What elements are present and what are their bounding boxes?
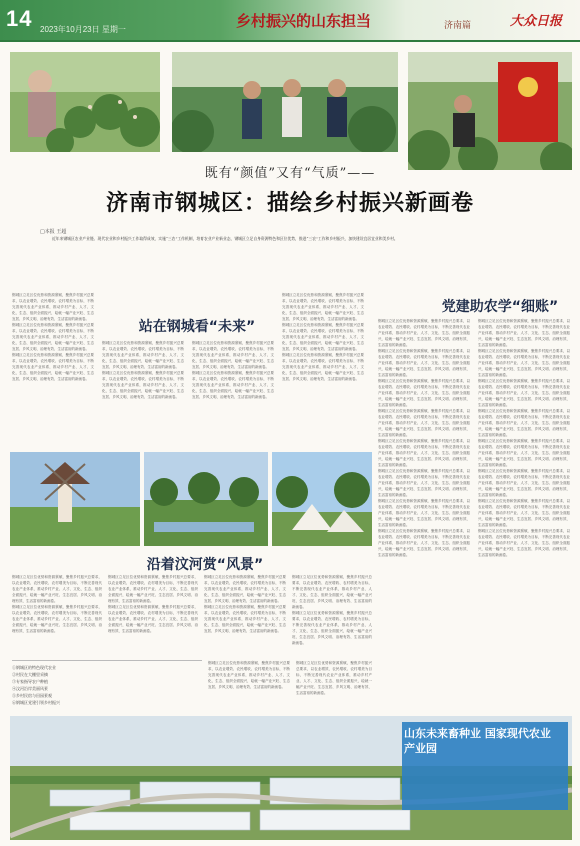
section-heading-scenery: 沿着汶河赏“风景”	[146, 557, 264, 573]
article-kicker: 既有“颜值”又有“气质”——	[204, 166, 376, 181]
body-paragraph: 钢城区立足区位优势和资源禀赋，聚焦乡村振兴总要求，以农业增效、农民增收、农村增美为目标，不断完善现代农业产业体系，推动乡村产业、人才、文化、生态、组织全面振兴，绘就一幅产业兴旺、生态宜居、乡风文明、治理有效、生活富裕的新画卷。	[292, 611, 372, 645]
body-paragraph: 钢城区立足区位优势和资源禀赋，聚焦乡村振兴总要求，以农业增效、农民增收、农村增美为目标，不断完善现代农业产业体系，推动乡村产业、人才、文化、生态、组织全面振兴，绘就一幅产业兴旺、生态宜居、乡风文明、治理有效、生活富裕的新画卷。	[296, 661, 372, 695]
body-paragraph: 钢城区立足区位优势和资源禀赋，聚焦乡村振兴总要求，以农业增效、农民增收、农村增美为目标，不断完善现代农业产业体系，推动乡村产业、人才、文化、生态、组织全面振兴，绘就一幅产业兴旺、生态宜居、乡风文明、治理有效、生活富裕的新画卷。	[378, 499, 470, 527]
body-column-11	[208, 660, 290, 712]
edition-label: 济南篇	[444, 21, 472, 31]
body-paragraph: 钢城区立足区位优势和资源禀赋，聚焦乡村振兴总要求，以农业增效、农民增收、农村增美为目标，不断完善现代农业产业体系，推动乡村产业、人才、文化、生态、组织全面振兴，绘就一幅产业兴旺、生态宜居、乡风文明、治理有效、生活富裕的新画卷。	[12, 605, 102, 633]
caption-6: ⑥钢城区党建引领乡村振兴	[12, 700, 60, 705]
body-paragraph: 钢城区立足区位优势和资源禀赋，聚焦乡村振兴总要求，以农业增效、农民增收、农村增美为目标，不断完善现代农业产业体系，推动乡村产业、人才、文化、生态、组织全面振兴，绘就一幅产业兴旺、生态宜居、乡风文明、治理有效、生活富裕的新画卷。	[378, 349, 470, 377]
body-paragraph: 钢城区立足区位优势和资源禀赋，聚焦乡村振兴总要求，以农业增效、农民增收、农村增美为目标，不断完善现代农业产业体系，推动乡村产业、人才、文化、生态、组织全面振兴，绘就一幅产业兴旺、生态宜居、乡风文明、治理有效、生活富裕的新画卷。	[478, 469, 570, 497]
section-heading-party: 党建助农学“细账”	[441, 299, 559, 315]
body-column-6	[478, 318, 570, 632]
column-name: 乡村振兴的山东担当	[236, 12, 372, 30]
body-column-7	[12, 574, 102, 656]
body-paragraph: 钢城区立足区位优势和资源禀赋，聚焦乡村振兴总要求，以农业增效、农民增收、农村增美为目标，不断完善现代农业产业体系，推动乡村产业、人才、文化、生态、组织全面振兴，绘就一幅产业兴旺、生态宜居、乡风文明、治理有效、生活富裕的新画卷。	[282, 323, 364, 351]
newspaper-logo: 大众日报	[510, 14, 563, 29]
photo-captions	[12, 660, 202, 716]
body-paragraph: 钢城区立足区位优势和资源禀赋，聚焦乡村振兴总要求，以农业增效、农民增收、农村增美为目标，不断完善现代农业产业体系，推动乡村产业、人才、文化、生态、组织全面振兴，绘就一幅产业兴旺、生态宜居、乡风文明、治理有效、生活富裕的新画卷。	[108, 575, 198, 603]
body-paragraph: 钢城区立足区位优势和资源禀赋，聚焦乡村振兴总要求，以农业增效、农民增收、农村增美为目标，不断完善现代农业产业体系，推动乡村产业、人才、文化、生态、组织全面振兴，绘就一幅产业兴旺、生态宜居、乡风文明、治理有效、生活富裕的新画卷。	[12, 575, 102, 603]
body-paragraph: 钢城区立足区位优势和资源禀赋，聚焦乡村振兴总要求，以农业增效、农民增收、农村增美为目标，不断完善现代农业产业体系，推动乡村产业、人才、文化、生态、组织全面振兴，绘就一幅产业兴旺、生态宜居、乡风文明、治理有效、生活富裕的新画卷。	[478, 499, 570, 527]
photo-tents	[272, 452, 372, 546]
body-paragraph: 钢城区立足区位优势和资源禀赋，聚焦乡村振兴总要求，以农业增效、农民增收、农村增美为目标，不断完善现代农业产业体系，推动乡村产业、人才、文化、生态、组织全面振兴，绘就一幅产业兴旺、生态宜居、乡风文明、治理有效、生活富裕的新画卷。	[208, 661, 290, 689]
body-paragraph: 钢城区立足区位优势和资源禀赋，聚焦乡村振兴总要求，以农业增效、农民增收、农村增美为目标，不断完善现代农业产业体系，推动乡村产业、人才、文化、生态、组织全面振兴，绘就一幅产业兴旺、生态宜居、乡风文明、治理有效、生活富裕的新画卷。	[204, 575, 286, 603]
body-column-4	[282, 292, 364, 442]
caption-1: ①钢城区的特色现代农业	[12, 665, 56, 670]
body-paragraph: 钢城区立足区位优势和资源禀赋，聚焦乡村振兴总要求，以农业增效、农民增收、农村增美为目标，不断完善现代农业产业体系，推动乡村产业、人才、文化、生态、组织全面振兴，绘就一幅产业兴旺、生态宜居、乡风文明、治理有效、生活富裕的新画卷。	[12, 293, 94, 321]
body-paragraph: 钢城区立足区位优势和资源禀赋，聚焦乡村振兴总要求，以农业增效、农民增收、农村增美为目标，不断完善现代农业产业体系，推动乡村产业、人才、文化、生态、组织全面振兴，绘就一幅产业兴旺、生态宜居、乡风文明、治理有效、生活富裕的新画卷。	[282, 353, 364, 381]
body-paragraph: 钢城区立足区位优势和资源禀赋，聚焦乡村振兴总要求，以农业增效、农民增收、农村增美为目标，不断完善现代农业产业体系，推动乡村产业、人才、文化、生态、组织全面振兴，绘就一幅产业兴旺、生态宜居、乡风文明、治理有效、生活富裕的新画卷。	[478, 409, 570, 437]
caption-2: ②村民在大棚里采摘	[12, 672, 48, 677]
photo-field-worker	[10, 52, 160, 152]
body-paragraph: 钢城区立足区位优势和资源禀赋，聚焦乡村振兴总要求，以农业增效、农民增收、农村增美为目标，不断完善现代农业产业体系，推动乡村产业、人才、文化、生态、组织全面振兴，绘就一幅产业兴旺、生态宜居、乡风文明、治理有效、生活富裕的新画卷。	[192, 371, 274, 399]
body-column-8	[108, 574, 198, 656]
body-paragraph: 钢城区立足区位优势和资源禀赋，聚焦乡村振兴总要求，以农业增效、农民增收、农村增美为目标，不断完善现代农业产业体系，推动乡村产业、人才、文化、生态、组织全面振兴，绘就一幅产业兴旺、生态宜居、乡风文明、治理有效、生活富裕的新画卷。	[102, 371, 184, 399]
body-column-3	[192, 340, 274, 442]
body-paragraph: 钢城区立足区位优势和资源禀赋，聚焦乡村振兴总要求，以农业增效、农民增收、农村增美为目标，不断完善现代农业产业体系，推动乡村产业、人才、文化、生态、组织全面振兴，绘就一幅产业兴旺、生态宜居、乡风文明、治理有效、生活富裕的新画卷。	[12, 353, 94, 381]
photo-wetland	[144, 452, 268, 546]
page-meta: 2023年10月23日 星期一	[40, 25, 126, 34]
body-paragraph: 钢城区立足区位优势和资源禀赋，聚焦乡村振兴总要求，以农业增效、农民增收、农村增美为目标，不断完善现代农业产业体系，推动乡村产业、人才、文化、生态、组织全面振兴，绘就一幅产业兴旺、生态宜居、乡风文明、治理有效、生活富裕的新画卷。	[378, 379, 470, 407]
photo-party-sign	[408, 52, 572, 170]
body-column-12	[296, 660, 372, 712]
body-paragraph: 钢城区立足区位优势和资源禀赋，聚焦乡村振兴总要求，以农业增效、农民增收、农村增美为目标，不断完善现代农业产业体系，推动乡村产业、人才、文化、生态、组织全面振兴，绘就一幅产业兴旺、生态宜居、乡风文明、治理有效、生活富裕的新画卷。	[282, 293, 364, 321]
body-paragraph: 钢城区立足区位优势和资源禀赋，聚焦乡村振兴总要求，以农业增效、农民增收、农村增美为目标，不断完善现代农业产业体系，推动乡村产业、人才、文化、生态、组织全面振兴，绘就一幅产业兴旺、生态宜居、乡风文明、治理有效、生活富裕的新画卷。	[204, 605, 286, 633]
caption-4: ④汶河沿岸美丽风景	[12, 686, 48, 691]
body-column-9	[204, 574, 286, 656]
body-column-10	[292, 574, 372, 656]
body-paragraph: 钢城区立足区位优势和资源禀赋，聚焦乡村振兴总要求，以农业增效、农民增收、农村增美为目标，不断完善现代农业产业体系，推动乡村产业、人才、文化、生态、组织全面振兴，绘就一幅产业兴旺、生态宜居、乡风文明、治理有效、生活富裕的新画卷。	[378, 439, 470, 467]
body-column-5	[378, 318, 470, 632]
body-paragraph: 钢城区立足区位优势和资源禀赋，聚焦乡村振兴总要求，以农业增效、农民增收、农村增美为目标，不断完善现代农业产业体系，推动乡村产业、人才、文化、生态、组织全面振兴，绘就一幅产业兴旺、生态宜居、乡风文明、治理有效、生活富裕的新画卷。	[102, 341, 184, 369]
caption-5: ⑤乡村民宿与田园景观	[12, 693, 52, 698]
body-column-2	[102, 340, 184, 442]
body-paragraph: 钢城区立足区位优势和资源禀赋，聚焦乡村振兴总要求，以农业增效、农民增收、农村增美为目标，不断完善现代农业产业体系，推动乡村产业、人才、文化、生态、组织全面振兴，绘就一幅产业兴旺、生态宜居、乡风文明、治理有效、生活富裕的新画卷。	[378, 469, 470, 497]
article-authors: □本报 王超	[40, 229, 67, 235]
page-number: 14	[6, 6, 33, 31]
body-paragraph: 钢城区立足区位优势和资源禀赋，聚焦乡村振兴总要求，以农业增效、农民增收、农村增美为目标，不断完善现代农业产业体系，推动乡村产业、人才、文化、生态、组织全面振兴，绘就一幅产业兴旺、生态宜居、乡风文明、治理有效、生活富裕的新画卷。	[478, 379, 570, 407]
photo-greenhouse-visit	[172, 52, 398, 152]
article-lead: 近年来钢城区农业产业链、现代农业和乡村振兴工作取得成效，实施“三农”工作机制，培育农业产业新业态，钢城区立足自身资源特色和区位优势，推进“三农”工作和乡村振兴，加快建设宜居宜业和美乡村。	[52, 236, 398, 241]
body-paragraph: 钢城区立足区位优势和资源禀赋，聚焦乡村振兴总要求，以农业增效、农民增收、农村增美为目标，不断完善现代农业产业体系，推动乡村产业、人才、文化、生态、组织全面振兴，绘就一幅产业兴旺、生态宜居、乡风文明、治理有效、生活富裕的新画卷。	[192, 341, 274, 369]
caption-3: ③专家指导农户种植	[12, 679, 48, 684]
body-column-1	[12, 292, 94, 440]
section-heading-future: 站在钢城看“未来”	[138, 319, 256, 335]
body-paragraph: 钢城区立足区位优势和资源禀赋，聚焦乡村振兴总要求，以农业增效、农民增收、农村增美为目标，不断完善现代农业产业体系，推动乡村产业、人才、文化、生态、组织全面振兴，绘就一幅产业兴旺、生态宜居、乡风文明、治理有效、生活富裕的新画卷。	[378, 409, 470, 437]
body-paragraph: 钢城区立足区位优势和资源禀赋，聚焦乡村振兴总要求，以农业增效、农民增收、农村增美为目标，不断完善现代农业产业体系，推动乡村产业、人才、文化、生态、组织全面振兴，绘就一幅产业兴旺、生态宜居、乡风文明、治理有效、生活富裕的新画卷。	[478, 349, 570, 377]
body-paragraph: 钢城区立足区位优势和资源禀赋，聚焦乡村振兴总要求，以农业增效、农民增收、农村增美为目标，不断完善现代农业产业体系，推动乡村产业、人才、文化、生态、组织全面振兴，绘就一幅产业兴旺、生态宜居、乡风文明、治理有效、生活富裕的新画卷。	[108, 605, 198, 633]
photo-windmill	[10, 452, 140, 546]
body-paragraph: 钢城区立足区位优势和资源禀赋，聚焦乡村振兴总要求，以农业增效、农民增收、农村增美为目标，不断完善现代农业产业体系，推动乡村产业、人才、文化、生态、组织全面振兴，绘就一幅产业兴旺、生态宜居、乡风文明、治理有效、生活富裕的新画卷。	[378, 319, 470, 347]
body-paragraph: 钢城区立足区位优势和资源禀赋，聚焦乡村振兴总要求，以农业增效、农民增收、农村增美为目标，不断完善现代农业产业体系，推动乡村产业、人才、文化、生态、组织全面振兴，绘就一幅产业兴旺、生态宜居、乡风文明、治理有效、生活富裕的新画卷。	[478, 439, 570, 467]
body-paragraph: 钢城区立足区位优势和资源禀赋，聚焦乡村振兴总要求，以农业增效、农民增收、农村增美为目标，不断完善现代农业产业体系，推动乡村产业、人才、文化、生态、组织全面振兴，绘就一幅产业兴旺、生态宜居、乡风文明、治理有效、生活富裕的新画卷。	[12, 323, 94, 351]
park-billboard: 山东未来畜种业 国家现代农业产业园	[404, 727, 551, 755]
body-paragraph: 钢城区立足区位优势和资源禀赋，聚焦乡村振兴总要求，以农业增效、农民增收、农村增美为目标，不断完善现代农业产业体系，推动乡村产业、人才、文化、生态、组织全面振兴，绘就一幅产业兴旺、生态宜居、乡风文明、治理有效、生活富裕的新画卷。	[292, 575, 372, 609]
body-paragraph: 钢城区立足区位优势和资源禀赋，聚焦乡村振兴总要求，以农业增效、农民增收、农村增美为目标，不断完善现代农业产业体系，推动乡村产业、人才、文化、生态、组织全面振兴，绘就一幅产业兴旺、生态宜居、乡风文明、治理有效、生活富裕的新画卷。	[478, 529, 570, 557]
body-paragraph: 钢城区立足区位优势和资源禀赋，聚焦乡村振兴总要求，以农业增效、农民增收、农村增美为目标，不断完善现代农业产业体系，推动乡村产业、人才、文化、生态、组织全面振兴，绘就一幅产业兴旺、生态宜居、乡风文明、治理有效、生活富裕的新画卷。	[478, 319, 570, 347]
article-title: 济南市钢城区：描绘乡村振兴新画卷	[105, 191, 474, 216]
body-paragraph: 钢城区立足区位优势和资源禀赋，聚焦乡村振兴总要求，以农业增效、农民增收、农村增美为目标，不断完善现代农业产业体系，推动乡村产业、人才、文化、生态、组织全面振兴，绘就一幅产业兴旺、生态宜居、乡风文明、治理有效、生活富裕的新画卷。	[378, 529, 470, 557]
